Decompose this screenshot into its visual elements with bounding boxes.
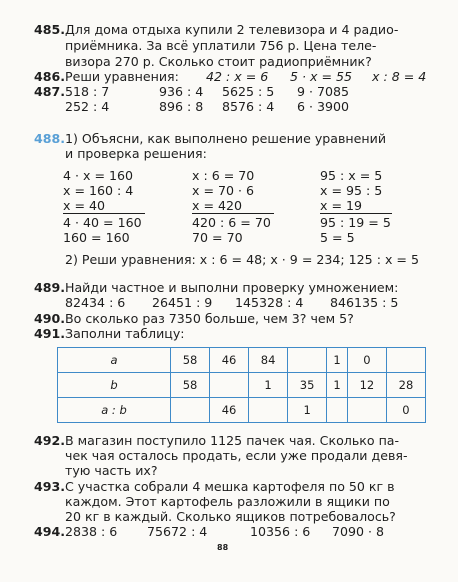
table-row <box>58 348 426 373</box>
exercise-491-number: 491. <box>34 326 66 341</box>
solution-col3-line: 95 : 19 = 5 <box>320 215 391 230</box>
exercise-487-item: 518 : 7 <box>65 84 110 99</box>
exercise-489-item: 846135 : 5 <box>330 295 399 310</box>
exercise-489-item: 26451 : 9 <box>152 295 213 310</box>
exercise-485-line1: Для дома отдыха купили 2 телевизора и 4 радио- <box>65 22 399 37</box>
exercise-487-number: 487. <box>34 84 66 99</box>
exercise-490-number: 490. <box>34 311 66 326</box>
table-cell: 12 <box>347 373 386 398</box>
table-cell: 0 <box>347 348 386 373</box>
row-label: b <box>58 373 171 398</box>
solution-col3-line: 5 = 5 <box>320 230 355 245</box>
table-cell: 84 <box>249 348 288 373</box>
table-cell: 28 <box>386 373 425 398</box>
exercise-493-line1: С участка собрали 4 мешка картофеля по 50 кг в <box>65 479 395 494</box>
solution-col2-line: x = 420 <box>192 198 243 213</box>
exercise-485-line2: приёмника. За всё уплатили 756 р. Цена теле- <box>65 38 377 53</box>
exercise-488-number: 488. <box>34 131 66 146</box>
exercise-491-text: Заполни таблицу: <box>65 326 185 341</box>
exercise-493-line3: 20 кг в каждый. Сколько ящиков потребовалось? <box>65 509 396 524</box>
table-row <box>58 398 426 423</box>
fill-table <box>57 347 426 423</box>
solution-col2-line: x : 6 = 70 <box>192 168 255 183</box>
page-number: 88 <box>217 543 229 552</box>
solution-col1-line: x = 40 <box>63 198 106 213</box>
divider-line <box>63 213 145 214</box>
exercise-487-item: 896 : 8 <box>159 99 204 114</box>
solution-col2-line: x = 70 · 6 <box>192 183 255 198</box>
exercise-487-item: 9 · 7085 <box>297 84 350 99</box>
exercise-487-item: 6 · 3900 <box>297 99 350 114</box>
exercise-487-item: 936 : 4 <box>159 84 204 99</box>
table-cell: 46 <box>210 398 249 423</box>
exercise-486-eq2: 5 · x = 55 <box>290 69 353 84</box>
table-cell: 0 <box>386 398 425 423</box>
solution-col1-line: x = 160 : 4 <box>63 183 134 198</box>
table-cell <box>327 398 348 423</box>
exercise-485-number: 485. <box>34 22 66 37</box>
table-cell <box>249 398 288 423</box>
solution-col1-line: 4 · 40 = 160 <box>63 215 142 230</box>
row-label: a : b <box>58 398 171 423</box>
exercise-489-item: 82434 : 6 <box>65 295 126 310</box>
divider-line <box>320 213 392 214</box>
table-cell: 35 <box>288 373 327 398</box>
solution-col1-line: 160 = 160 <box>63 230 130 245</box>
table-cell: 58 <box>171 373 210 398</box>
exercise-494-item: 75672 : 4 <box>147 524 208 539</box>
exercise-494-item: 2838 : 6 <box>65 524 118 539</box>
table-cell <box>386 348 425 373</box>
exercise-492-line2: чек чая осталось продать, если уже продали девя- <box>65 448 408 463</box>
table-cell: 58 <box>171 348 210 373</box>
exercise-493-line2: каждом. Этот картофель разложили в ящики по <box>65 494 390 509</box>
solution-col3-line: 95 : x = 5 <box>320 168 383 183</box>
table-cell <box>347 398 386 423</box>
table-cell <box>171 398 210 423</box>
exercise-494-number: 494. <box>34 524 66 539</box>
exercise-487-item: 5625 : 5 <box>222 84 275 99</box>
table-cell: 1 <box>249 373 288 398</box>
solution-col3-line: x = 19 <box>320 198 363 213</box>
table-cell <box>210 373 249 398</box>
row-label: a <box>58 348 171 373</box>
exercise-494-item: 7090 · 8 <box>332 524 385 539</box>
exercise-486-number: 486. <box>34 69 66 84</box>
table-cell: 1 <box>327 348 348 373</box>
solution-col2-line: 420 : 6 = 70 <box>192 215 271 230</box>
exercise-492-line3: тую часть их? <box>65 463 158 478</box>
table-cell <box>288 348 327 373</box>
table-cell: 1 <box>327 373 348 398</box>
exercise-493-number: 493. <box>34 479 66 494</box>
exercise-487-item: 252 : 4 <box>65 99 110 114</box>
exercise-486-eq3: x : 8 = 4 <box>372 69 427 84</box>
exercise-485-line3: визора 270 р. Сколько стоит радиоприёмник? <box>65 54 372 69</box>
table-cell: 1 <box>288 398 327 423</box>
exercise-489-item: 145328 : 4 <box>235 295 304 310</box>
exercise-489-line1: Найди частное и выполни проверку умножением: <box>65 280 399 295</box>
exercise-486-eq1: 42 : x = 6 <box>206 69 269 84</box>
solution-col2-line: 70 = 70 <box>192 230 243 245</box>
exercise-486-label: Реши уравнения: <box>65 69 179 84</box>
solution-col3-line: x = 95 : 5 <box>320 183 383 198</box>
exercise-492-line1: В магазин поступило 1125 пачек чая. Сколько па- <box>65 433 400 448</box>
exercise-487-item: 8576 : 4 <box>222 99 275 114</box>
exercise-488-line1: 1) Объясни, как выполнено решение уравнений <box>65 131 386 146</box>
exercise-489-number: 489. <box>34 280 66 295</box>
solution-col1-line: 4 · x = 160 <box>63 168 134 183</box>
divider-line <box>192 213 274 214</box>
exercise-488-part2: 2) Реши уравнения: x : 6 = 48; x · 9 = 234; 125 : x = 5 <box>65 252 419 267</box>
table-row <box>58 373 426 398</box>
exercise-488-line2: и проверка решения: <box>65 146 207 161</box>
table-cell: 46 <box>210 348 249 373</box>
exercise-490-text: Во сколько раз 7350 больше, чем 3? чем 5? <box>65 311 354 326</box>
exercise-494-item: 10356 : 6 <box>250 524 311 539</box>
exercise-492-number: 492. <box>34 433 66 448</box>
